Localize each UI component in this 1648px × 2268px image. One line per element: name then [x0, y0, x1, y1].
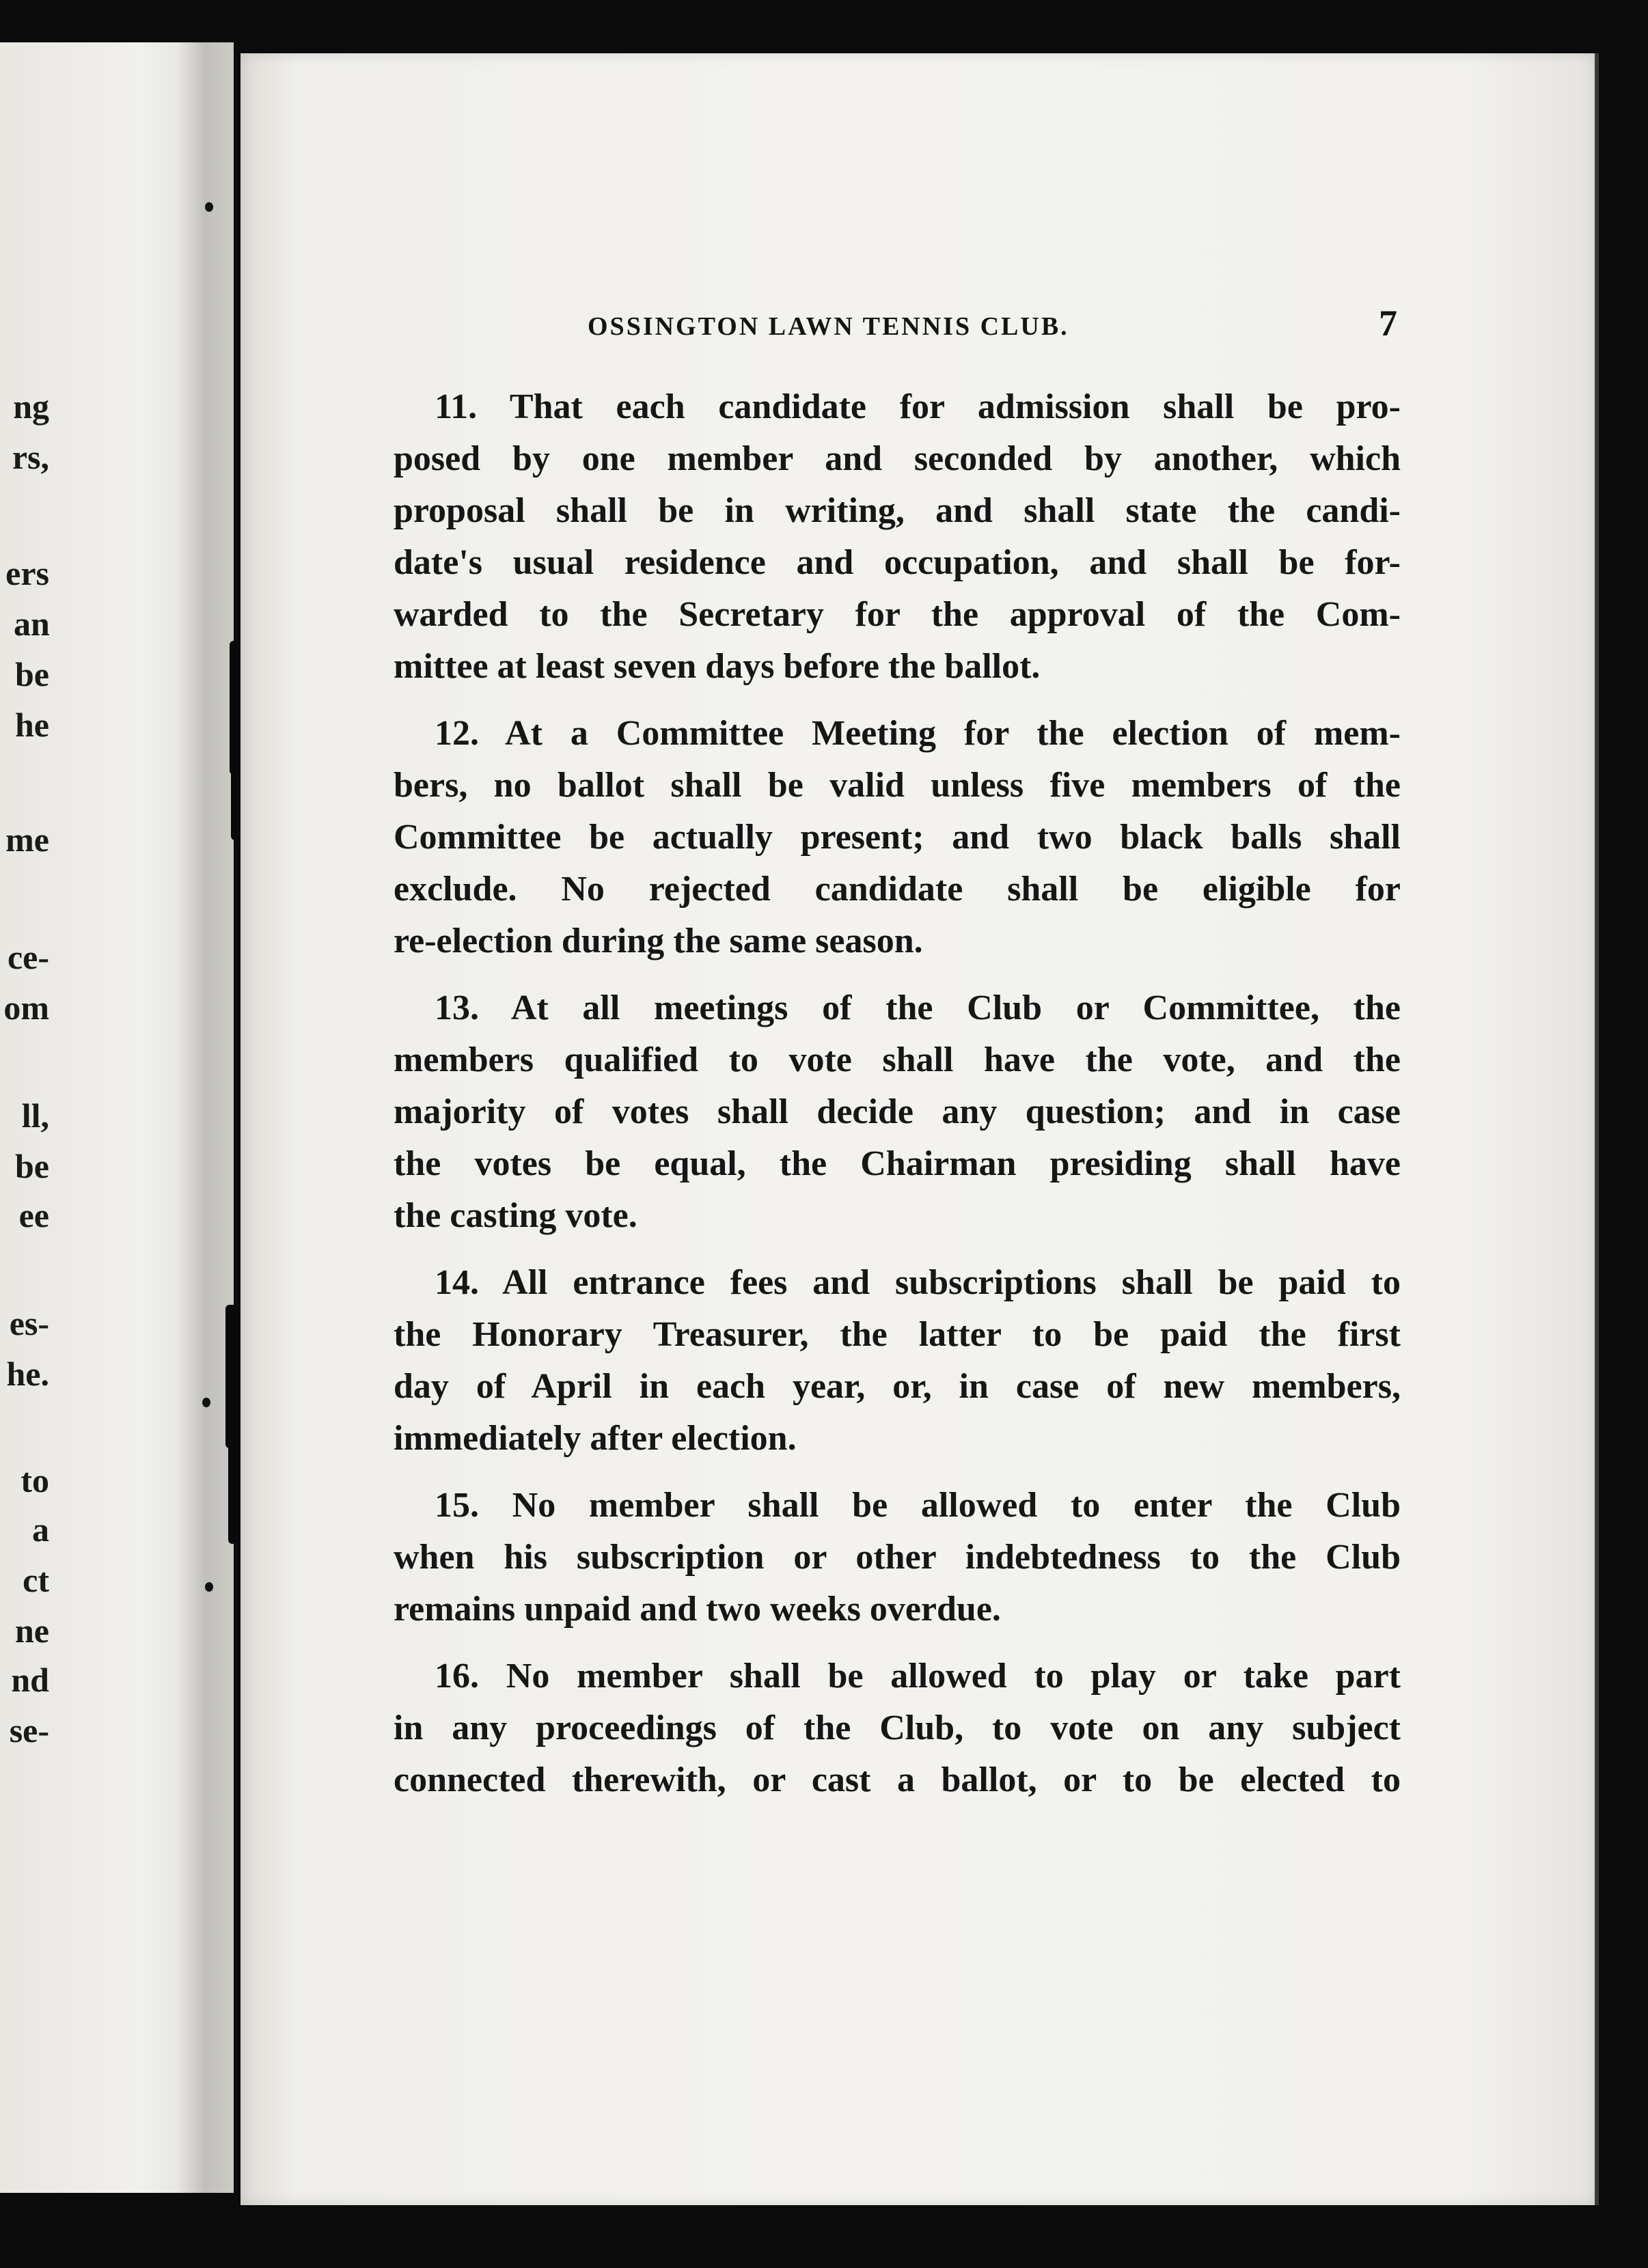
binding-hole-mark: [202, 1398, 210, 1407]
text-line: 15. No member shall be allowed to enter the Club: [435, 1486, 1401, 1525]
fragment-text: ers: [5, 554, 49, 592]
fragment-text: ng: [13, 387, 49, 426]
fragment-text: be: [15, 655, 49, 693]
paragraph-spacer: [394, 967, 1401, 982]
text-line: in any proceedings of the Club, to vote on any subject: [394, 1709, 1401, 1747]
text-line: bers, no ballot shall be valid unless five members of the: [394, 766, 1401, 805]
rule-paragraph: [394, 381, 1401, 693]
fragment-text: ne: [15, 1612, 49, 1650]
paragraph-spacer: [394, 1242, 1401, 1257]
fragment-text: to: [20, 1461, 49, 1499]
text-line: the casting vote.: [394, 1196, 637, 1235]
text-line: date's usual residence and occupation, and shall be for-: [394, 543, 1401, 582]
text-line: re-election during the same season.: [394, 922, 923, 960]
fragment-text: ct: [23, 1561, 49, 1599]
fragment-text: me: [5, 820, 49, 859]
text-line: members qualified to vote shall have the vote, and the: [394, 1040, 1401, 1079]
rule-paragraph: [394, 1257, 1401, 1465]
fragment-text: he: [15, 706, 49, 744]
rule-paragraph: [394, 1480, 1401, 1635]
fragment-text: se-: [9, 1711, 49, 1750]
rule-paragraph: [394, 708, 1401, 967]
rule-paragraph: [394, 982, 1401, 1242]
fragment-text: nd: [11, 1661, 49, 1699]
fragment-text: ee: [18, 1196, 49, 1234]
previous-page-text: [0, 0, 234, 2268]
paragraph-spacer: [394, 693, 1401, 708]
page-edge: [1595, 53, 1599, 2205]
fragment-text: be: [15, 1147, 49, 1185]
text-line: 13. At all meetings of the Club or Committee, the: [435, 988, 1401, 1027]
page-body-text: [394, 381, 1401, 1806]
text-line: 11. That each candidate for admission shall be pro-: [435, 387, 1401, 426]
text-line: mittee at least seven days before the ballot.: [394, 647, 1041, 686]
text-line: the votes be equal, the Chairman presiding shall have: [394, 1144, 1401, 1183]
binding-hole-mark: [205, 202, 213, 212]
page-number: 7: [1379, 303, 1397, 344]
text-line: majority of votes shall decide any question; and in case: [394, 1092, 1401, 1131]
fragment-text: ce-: [7, 938, 49, 976]
text-line: connected therewith, or cast a ballot, or to be elected to: [394, 1760, 1401, 1799]
fragment-text: es-: [9, 1304, 49, 1342]
text-line: proposal shall be in writing, and shall state the candi-: [394, 491, 1401, 530]
running-head: OSSINGTON LAWN TENNIS CLUB.: [588, 312, 1069, 341]
text-line: posed by one member and seconded by another, which: [394, 439, 1401, 478]
text-line: immediately after election.: [394, 1419, 797, 1458]
text-line: 12. At a Committee Meeting for the election of mem-: [435, 714, 1401, 753]
binding-hole-mark: [205, 1582, 213, 1592]
paragraph-spacer: [394, 1465, 1401, 1480]
fragment-text: a: [32, 1510, 49, 1549]
fragment-text: an: [14, 605, 50, 643]
text-line: the Honorary Treasurer, the latter to be paid the first: [394, 1315, 1401, 1354]
text-line: exclude. No rejected candidate shall be eligible for: [394, 870, 1401, 909]
fragment-text: he.: [6, 1355, 49, 1393]
text-line: 14. All entrance fees and subscriptions shall be paid to: [435, 1263, 1401, 1302]
text-line: remains unpaid and two weeks overdue.: [394, 1590, 1001, 1629]
fragment-text: om: [3, 988, 49, 1027]
text-line: when his subscription or other indebtedness to the Club: [394, 1538, 1401, 1577]
paragraph-spacer: [394, 1635, 1401, 1650]
binding-thread-mark: [228, 1407, 242, 1544]
fragment-text: ll,: [21, 1096, 49, 1135]
fragment-text: rs,: [12, 438, 49, 476]
text-line: day of April in each year, or, in case of new members,: [394, 1367, 1401, 1406]
text-line: 16. No member shall be allowed to play or take part: [435, 1657, 1401, 1696]
text-line: warded to the Secretary for the approval of the Com-: [394, 595, 1401, 634]
rule-paragraph: [394, 1650, 1401, 1806]
text-line: Committee be actually present; and two black balls shall: [394, 818, 1401, 857]
